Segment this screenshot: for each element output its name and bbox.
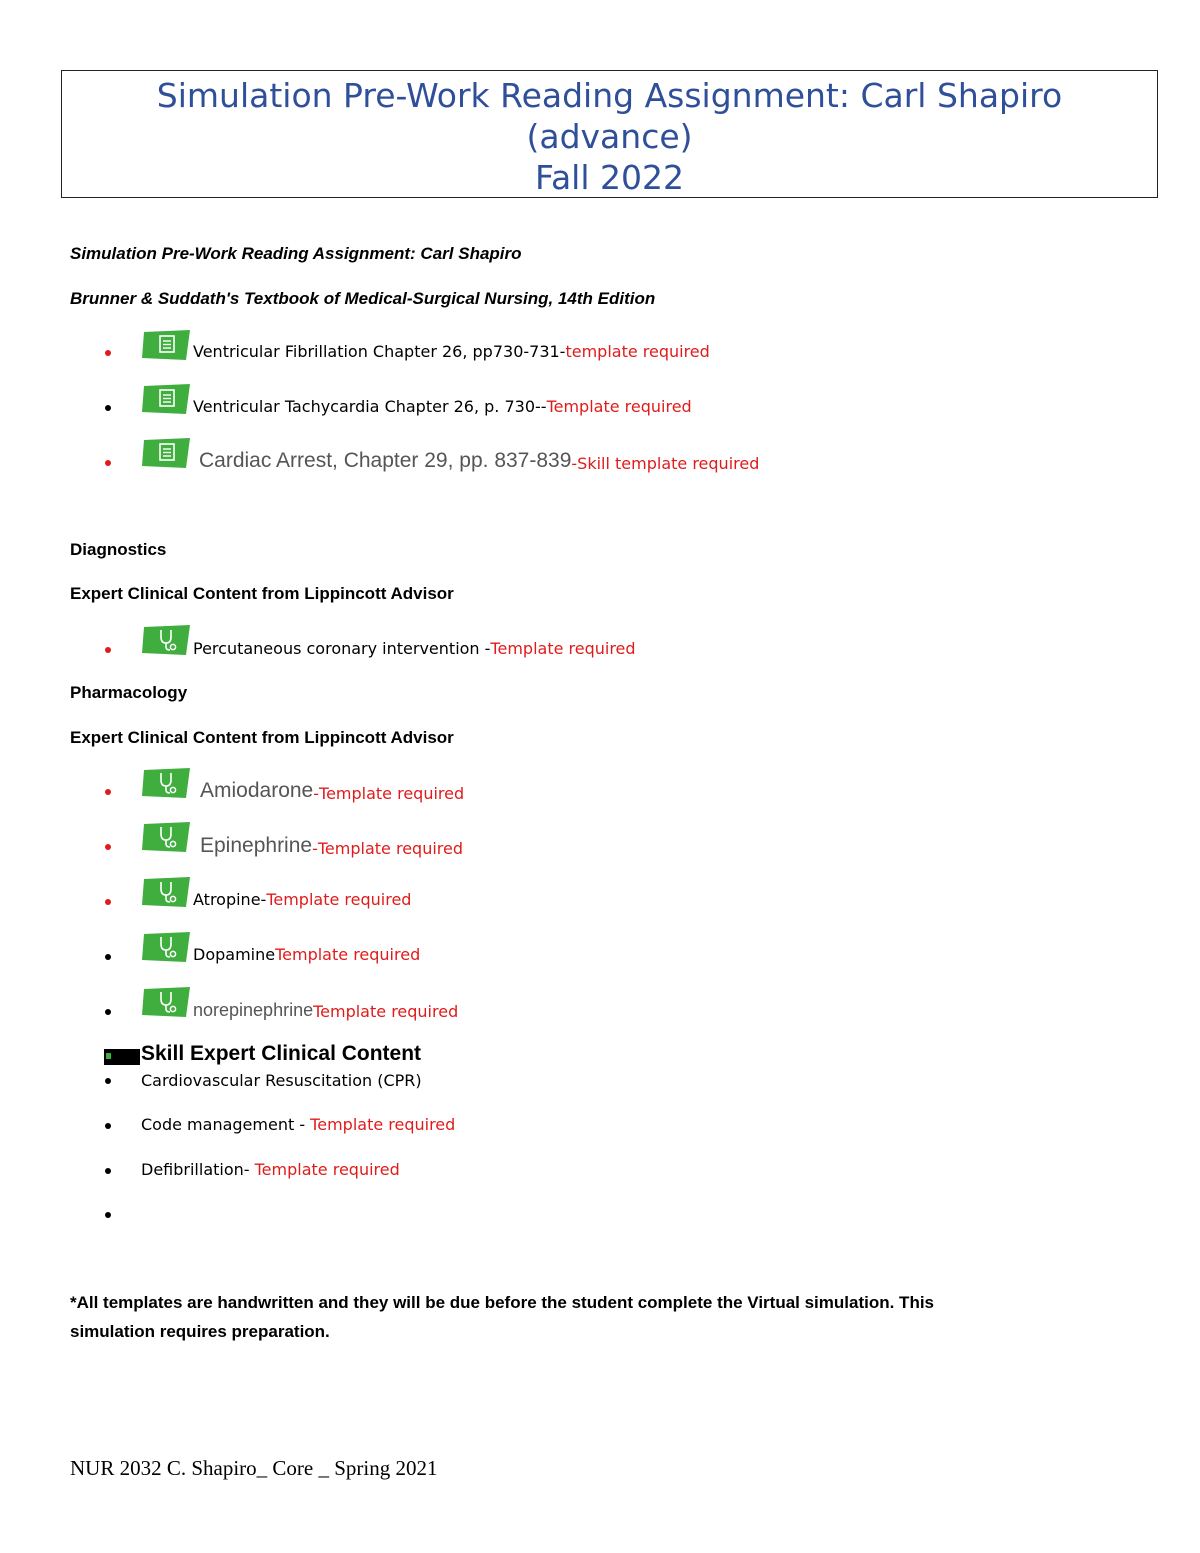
bullet bbox=[105, 1212, 111, 1218]
title-line-3: Fall 2022 bbox=[535, 158, 684, 197]
stethoscope-icon[interactable] bbox=[142, 877, 190, 907]
skill-item[interactable]: Cardiovascular Resuscitation (CPR) bbox=[141, 1071, 422, 1090]
stethoscope-icon[interactable] bbox=[142, 932, 190, 962]
stethoscope-icon[interactable] bbox=[142, 987, 190, 1017]
bullet bbox=[105, 899, 111, 905]
reading-item[interactable]: Cardiac Arrest, Chapter 29, pp. 837-839 - Skill template required bbox=[199, 449, 760, 473]
bullet bbox=[105, 350, 111, 356]
bullet bbox=[105, 405, 111, 411]
document-icon[interactable] bbox=[142, 330, 190, 360]
bullet bbox=[105, 954, 111, 960]
reading-item[interactable]: Ventricular Tachycardia Chapter 26, p. 730-- Template required bbox=[193, 397, 692, 416]
drug-item[interactable]: Epinephrine - Template required bbox=[200, 834, 464, 858]
pharmacology-heading: Pharmacology bbox=[70, 683, 188, 702]
drug-item[interactable]: Dopamine Template required bbox=[193, 945, 421, 964]
bullet bbox=[105, 844, 111, 850]
document-icon[interactable] bbox=[142, 438, 190, 468]
diagnostic-item[interactable]: Percutaneous coronary intervention - Template required bbox=[193, 639, 636, 658]
stethoscope-icon[interactable] bbox=[142, 768, 190, 798]
reading-item[interactable]: Ventricular Fibrillation Chapter 26, pp730-731- template required bbox=[193, 342, 710, 361]
skill-item[interactable]: Defibrillation- Template required bbox=[141, 1160, 400, 1179]
drug-item[interactable]: Amiodarone - Template required bbox=[200, 779, 465, 803]
bullet bbox=[105, 1123, 111, 1129]
title-box bbox=[61, 70, 1158, 198]
stethoscope-icon[interactable] bbox=[142, 822, 190, 852]
bullet bbox=[105, 460, 111, 466]
bullet bbox=[105, 647, 111, 653]
bullet bbox=[105, 789, 111, 795]
skill-heading: Skill Expert Clinical Content bbox=[141, 1042, 422, 1065]
diagnostics-source: Expert Clinical Content from Lippincott Advisor bbox=[70, 584, 454, 603]
note-line-2: simulation requires preparation. bbox=[70, 1322, 330, 1341]
subtitle: Simulation Pre-Work Reading Assignment: Carl Shapiro bbox=[70, 244, 522, 263]
drug-item[interactable]: norepinephrine Template required bbox=[193, 1000, 459, 1021]
bullet bbox=[105, 1009, 111, 1015]
skill-item[interactable]: Code management - Template required bbox=[141, 1115, 456, 1134]
title-line-2: (advance) bbox=[526, 117, 693, 156]
note bbox=[70, 1288, 934, 1346]
stethoscope-icon[interactable] bbox=[142, 625, 190, 655]
bullet bbox=[105, 1078, 111, 1084]
title-line-1: Simulation Pre-Work Reading Assignment: Carl Shapiro bbox=[156, 76, 1063, 115]
diagnostics-heading: Diagnostics bbox=[70, 540, 167, 559]
drug-item[interactable]: Atropine- Template required bbox=[193, 890, 412, 909]
skill-marker-icon bbox=[104, 1049, 140, 1065]
textbook-title: Brunner & Suddath's Textbook of Medical-Surgical Nursing, 14th Edition bbox=[70, 289, 656, 308]
page-footer: NUR 2032 C. Shapiro_ Core _ Spring 2021 bbox=[70, 1456, 438, 1480]
pharmacology-source: Expert Clinical Content from Lippincott Advisor bbox=[70, 728, 454, 747]
bullet bbox=[105, 1168, 111, 1174]
note-line-1: *All templates are handwritten and they will be due before the student complete the Virtual simulation. This bbox=[70, 1293, 935, 1312]
document-icon[interactable] bbox=[142, 384, 190, 414]
